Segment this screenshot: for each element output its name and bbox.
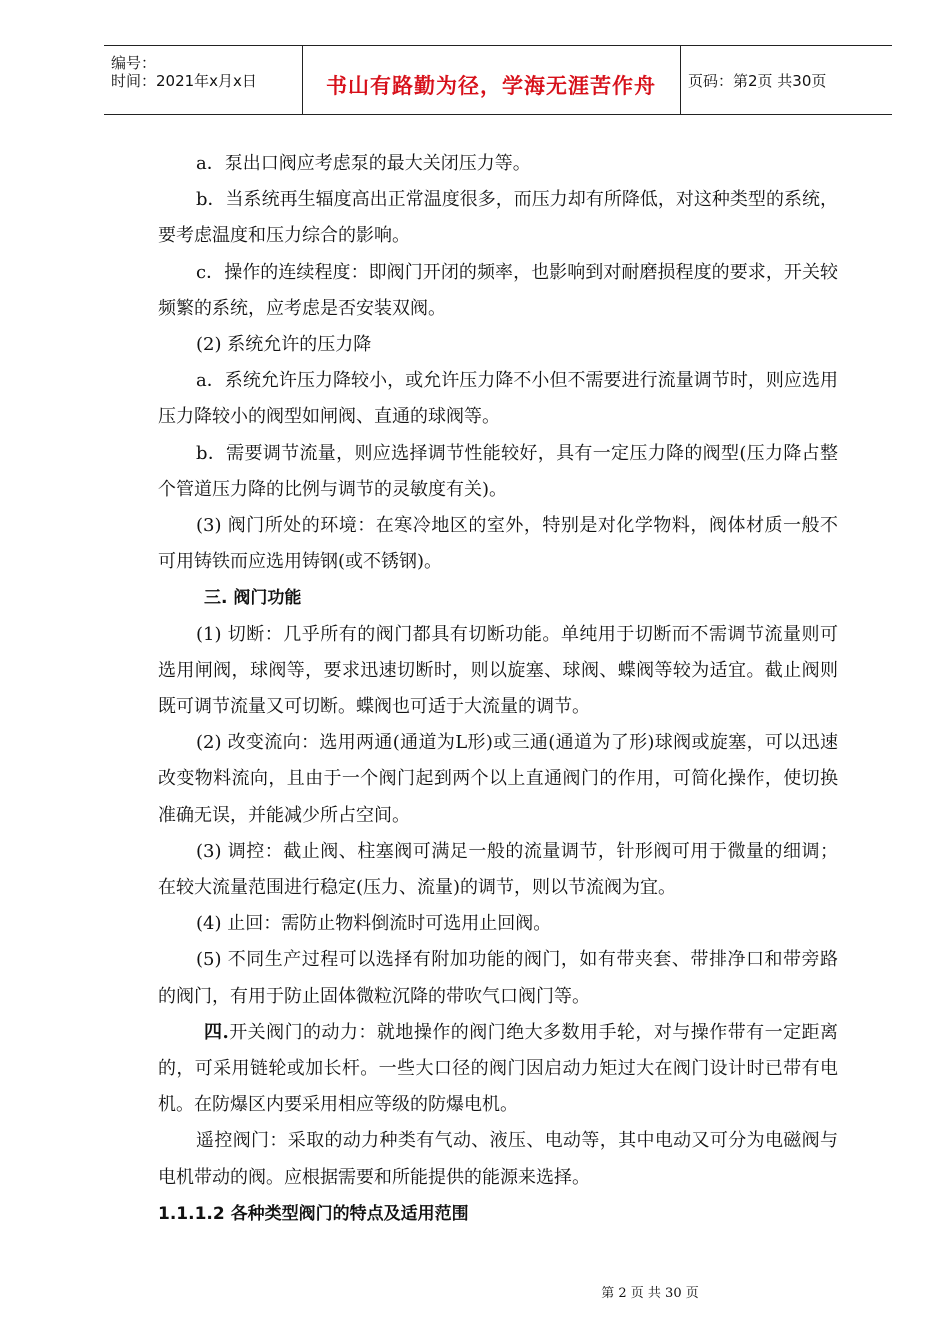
paragraph: b．当系统再生辐度高出正常温度很多，而压力却有所降低，对这种类型的系统，要考虑温度和压力综合的影响。 bbox=[158, 189, 838, 247]
paragraph bbox=[158, 1015, 838, 1124]
paragraph: (3) 调控：截止阀、柱塞阀可满足一般的流量调节，针形阀可用于微量的细调；在较大流量范围进行稳定(压力、流量)的调节，则以节流阀为宜。 bbox=[158, 840, 838, 899]
section-number: 四. bbox=[204, 1021, 229, 1043]
paragraph: a．泵出口阀应考虑泵的最大关闭压力等。 bbox=[196, 153, 531, 174]
page-footer bbox=[0, 1282, 950, 1301]
footer-page-number: 第 2 页 共 30 页 bbox=[601, 1286, 699, 1301]
date-label: 时间：2021年x月x日 bbox=[111, 72, 257, 90]
page-number-label: 页码：第2页 共30页 bbox=[688, 72, 827, 90]
sub-section-heading: 1.1.1.2 各种类型阀门的特点及适用范围 bbox=[158, 1203, 469, 1224]
paragraph: 遥控阀门：采取的动力种类有气动、液压、电动等，其中电动又可分为电磁阀与电机带动的阀。应根据需要和所能提供的能源来选择。 bbox=[158, 1130, 838, 1188]
paragraph: (1) 切断：几乎所有的阀门都具有切断功能。单纯用于切断而不需调节流量则可选用闸阀，球阀等，要求迅速切断时，则以旋塞、球阀、蝶阀等较为适宜。截止阀则既可调节流量又可切断。蝶阀也可适于大流量的调节。 bbox=[158, 623, 838, 718]
paragraph: c．操作的连续程度：即阀门开闭的频率，也影响到对耐磨损程度的要求，开关较频繁的系统，应考虑是否安装双阀。 bbox=[158, 261, 838, 319]
header-page-cell bbox=[680, 46, 892, 114]
paragraph: (2) 改变流向：选用两通(通道为L形)或三通(通道为了形)球阀或旋塞，可以迅速改变物料流向，且由于一个阀门起到两个以上直通阀门的作用，可简化操作，使切换准确无误，并能减少所占空间。 bbox=[158, 732, 838, 826]
paragraph-text: 开关阀门的动力：就地操作的阀门绝大多数用手轮，对与操作带有一定距离的，可采用链轮或加长杆。一些大口径的阀门因启动力矩过大在阀门设计时已带有电机。在防爆区内要采用相应等级的防爆电机。 bbox=[158, 1021, 838, 1116]
header-motto-cell bbox=[302, 46, 681, 114]
paragraph: (5) 不同生产过程可以选择有附加功能的阀门，如有带夹套、带排净口和带旁路的阀门，有用于防止固体微粒沉降的带吹气口阀门等。 bbox=[158, 949, 838, 1007]
paragraph: (2) 系统允许的压力降 bbox=[196, 334, 372, 356]
header-meta-cell bbox=[104, 46, 303, 114]
document-body bbox=[158, 146, 838, 1232]
paragraph: (3) 阀门所处的环境：在寒冷地区的室外，特别是对化学物料，阀体材质一般不可用铸铁而应选用铸钢(或不锈钢)。 bbox=[158, 515, 838, 573]
section-heading: 三. 阀门功能 bbox=[204, 588, 302, 609]
serial-label: 编号： bbox=[111, 54, 157, 72]
page-header bbox=[104, 45, 892, 115]
paragraph: a．系统允许压力降较小，或允许压力降不小但不需要进行流量调节时，则应选用压力降较小的阀型如闸阀、直通的球阀等。 bbox=[158, 370, 838, 428]
paragraph: (4) 止回：需防止物料倒流时可选用止回阀。 bbox=[196, 913, 552, 935]
paragraph: b．需要调节流量，则应选择调节性能较好，具有一定压力降的阀型(压力降占整个管道压力降的比例与调节的灵敏度有关)。 bbox=[158, 442, 838, 500]
motto-text: 书山有路勤为径，学海无涯苦作舟 bbox=[326, 74, 656, 98]
